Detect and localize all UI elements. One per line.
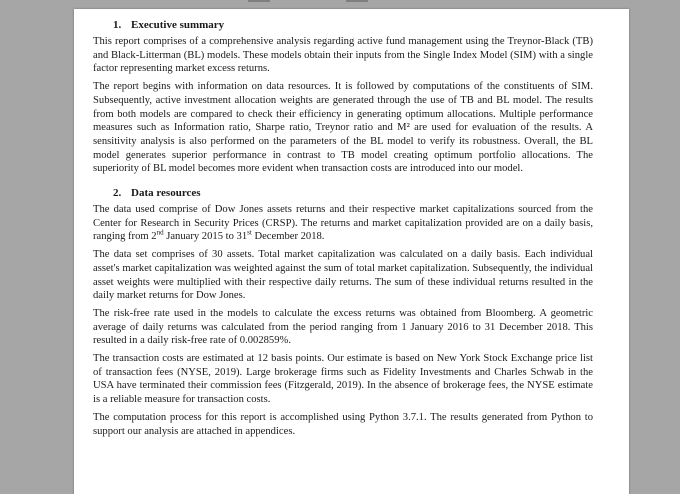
paragraph: This report comprises of a comprehensive analysis regarding active fund management using the Treynor-Black (TB) and Black-Litterman (BL) models. These models obtain their inputs from the Single Index Model (SIM) with a single factor representing market excess returns.	[93, 36, 593, 75]
paragraph: The transaction costs are estimated at 12 basis points. Our estimate is based on New York Stock Exchange price list of transaction fees (NYSE, 2019). Large brokerage firms such as Fidelity Investments and Charles Schwab in the USA have terminated their commission fees (Fitzgerald, 2019). In the absence of brokerage fees, the NYSE estimate is a reliable measure for transaction costs.	[93, 353, 593, 406]
section-number: 1.	[113, 19, 122, 31]
section-data-resources	[93, 186, 593, 438]
section-title: Executive summary	[131, 19, 225, 31]
paragraph: The data set comprises of 30 assets. Total market capitalization was calculated on a daily basis. Each individual asset's market capitalization was weighted against the sum of total market capitalization. Subsequently, the individual asset weights were multiplied with their respective daily returns. The sum of these individual returns resulted in the daily market returns for Dow Jones.	[93, 249, 593, 302]
section-heading	[93, 186, 593, 200]
document-content	[93, 18, 593, 442]
toolbar-mark	[346, 0, 368, 2]
section-number: 2.	[113, 187, 122, 200]
document-page	[74, 9, 629, 494]
paragraph: The risk-free rate used in the models to calculate the excess returns was obtained from Bloomberg. A geometric average of daily returns was calculated from the period ranging from 1 January 2016 to 31 December 2018. This resulted in a daily risk-free rate of 0.002859%.	[93, 307, 593, 347]
paragraph: The report begins with information on data resources. It is followed by computations of the constituents of SIM. Subsequently, active investment allocation weights are generated through the use of TB and BL model. The results from both models are compared to check their efficiency in generating optimum allocations. Multiple performance measures such as Information ratio, Sharpe ratio, Treynor ratio and M² are used for evaluation of the results. A sensitivity analysis is also performed on the parameters of the BL model to verify its robustness. Overall, the BL model generates superior performance in contrast to TB model creating optimum portfolio allocations. The superiority of BL model becomes more evident when transaction costs are introduced into our model.	[93, 81, 593, 175]
section-executive-summary	[93, 18, 593, 176]
paragraph: The computation process for this report is accomplished using Python 3.7.1. The results generated from Python to support our analysis are attached in appendices.	[93, 411, 593, 437]
section-heading	[93, 18, 593, 32]
section-title: Data resources	[131, 187, 201, 200]
viewer-top-bar	[0, 0, 680, 8]
toolbar-mark	[248, 0, 270, 2]
paragraph: The data used comprise of Dow Jones assets returns and their respective market capitalizations sourced from the Center for Research in Security Prices (CRSP). The returns and market capitalization provided are on a daily basis, ranging from 2nd January 2015 to 31st December 2018.	[93, 204, 593, 243]
